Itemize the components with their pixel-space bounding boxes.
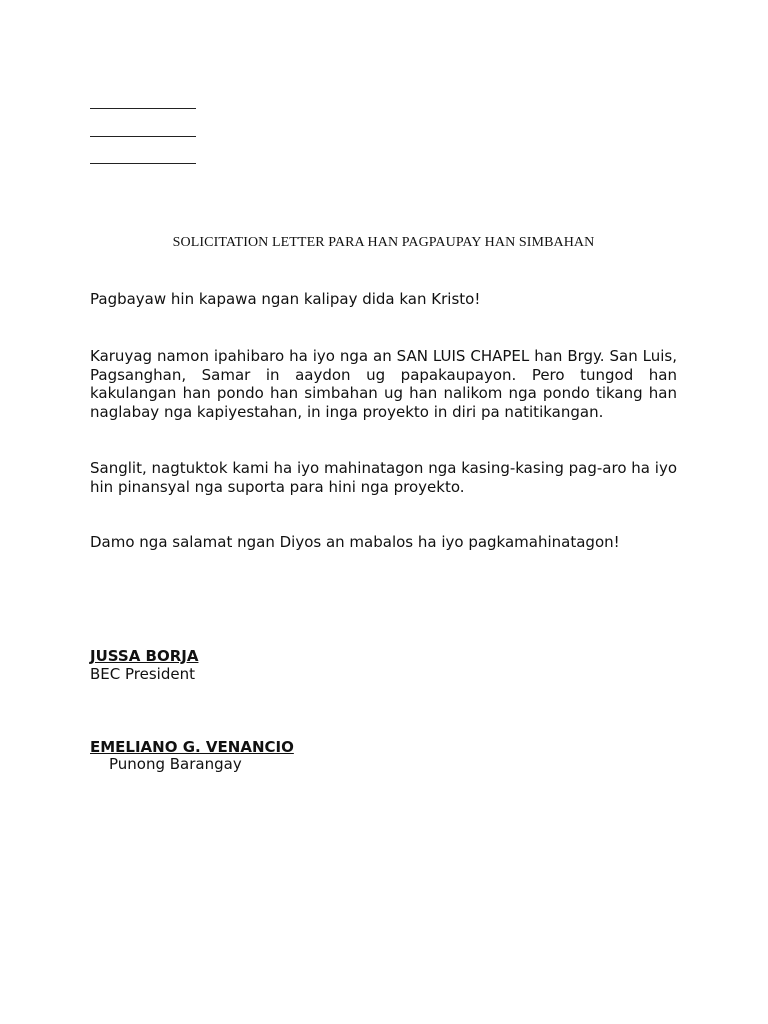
signatory-2-role: Punong Barangay	[109, 755, 242, 773]
letter-greeting: Pagbayaw hin kapawa ngan kalipay dida kan Kristo!	[90, 290, 481, 308]
signatory-2-name: EMELIANO G. VENANCIO	[90, 738, 294, 756]
letter-closing: Damo nga salamat ngan Diyos an mabalos ha iyo pagkamahinatagon!	[90, 533, 620, 551]
signatory-1-name: JUSSA BORJA	[90, 647, 199, 665]
address-blank-line-3	[90, 163, 196, 164]
address-blank-line-1	[90, 108, 196, 109]
letter-paragraph-1: Karuyag namon ipahibaro ha iyo nga an SAN LUIS CHAPEL han Brgy. San Luis, Pagsanghan, Samar in aaydon ug papakaupayon. Pero tungod han kakulangan han pondo han simbahan ug han nalikom nga pondo tikang han naglabay nga kapiyestahan, in inga proyekto in diri pa natitikangan.	[90, 347, 677, 421]
letter-title: SOLICITATION LETTER PARA HAN PAGPAUPAY HAN SIMBAHAN	[172, 235, 595, 250]
letter-paragraph-2: Sanglit, nagtuktok kami ha iyo mahinatagon nga kasing-kasing pag-aro ha iyo hin pinansyal nga suporta para hini nga proyekto.	[90, 459, 677, 496]
signatory-1-role: BEC President	[90, 665, 195, 683]
address-blank-line-2	[90, 136, 196, 137]
